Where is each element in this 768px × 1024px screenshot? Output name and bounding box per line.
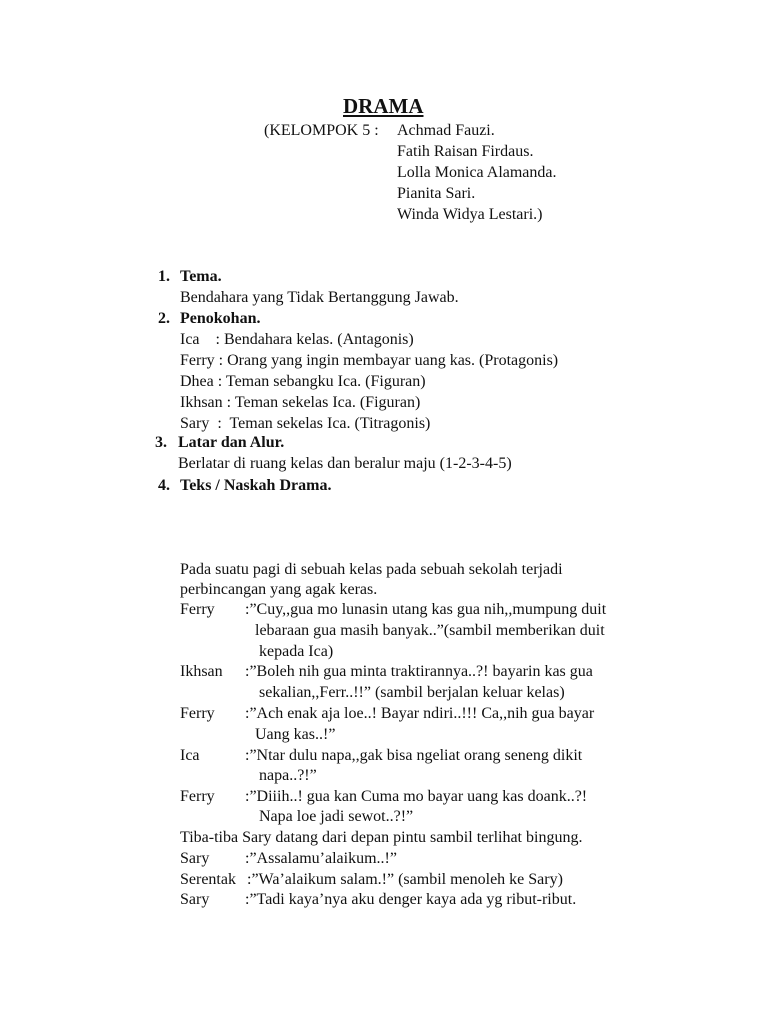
speaker: Ferry [180,601,215,618]
dialog-line: :”Tadi kaya’nya aku denger kaya ada yg ribut-ribut. [245,891,577,908]
speaker: Ikhsan [180,663,223,680]
section-number: 1. [158,268,170,285]
dialog-cont: napa..?!” [255,767,317,784]
character-item: Ikhsan : Teman sekelas Ica. (Figuran) [180,394,421,411]
dialog-line: :”Cuy,,gua mo lunasin utang kas gua nih,,mumpung duit [245,601,607,618]
section-heading-tema: Tema. [180,268,222,285]
group-member: Achmad Fauzi. [397,122,495,139]
section-heading-latar: Latar dan Alur. [178,434,285,451]
group-member: Winda Widya Lestari.) [397,206,543,223]
document-title: DRAMA [343,94,424,118]
section-number: 4. [158,477,170,494]
character-item: Ica : Bendahara kelas. (Antagonis) [180,331,414,348]
dialog-cont: Napa loe jadi sewot..?!” [255,808,414,825]
dialog-line: :”Boleh nih gua minta traktirannya..?! bayarin kas gua [245,663,593,680]
dialog-line: :”Assalamu’alaikum..!” [245,850,397,867]
section-heading-penokohan: Penokohan. [180,310,261,327]
intro-line: perbincangan yang agak keras. [180,581,378,598]
dialog-cont: kepada Ica) [255,643,334,660]
dialog-cont: sekalian,,Ferr..!!” (sambil berjalan keluar kelas) [255,684,565,701]
speaker: Serentak [180,871,236,888]
tema-text: Bendahara yang Tidak Bertanggung Jawab. [180,289,459,306]
character-item: Sary : Teman sekelas Ica. (Titragonis) [180,415,431,432]
speaker: Ica [180,747,200,764]
speaker: Ferry [180,705,215,722]
character-item: Ferry : Orang yang ingin membayar uang kas. (Protagonis) [180,352,559,369]
group-member: Fatih Raisan Firdaus. [397,143,534,160]
dialog-line: :”Diiih..! gua kan Cuma mo bayar uang kas doank..?! [245,788,588,805]
group-member: Lolla Monica Alamanda. [397,164,557,181]
speaker: Ferry [180,788,215,805]
group-member: Pianita Sari. [397,185,476,202]
character-item: Dhea : Teman sebangku Ica. (Figuran) [180,373,426,390]
dialog-line: :”Wa’alaikum salam.!” (sambil menoleh ke Sary) [247,871,563,888]
section-number: 2. [158,310,170,327]
section-heading-teks: Teks / Naskah Drama. [180,477,332,494]
intro-line: Pada suatu pagi di sebuah kelas pada sebuah sekolah terjadi [180,561,563,578]
speaker: Sary [180,891,210,908]
section-number: 3. [155,434,167,451]
dialog-cont: lebaraan gua masih banyak..”(sambil memberikan duit [255,622,605,639]
dialog-line: :”Ntar dulu napa,,gak bisa ngeliat orang seneng dikit [245,747,583,764]
latar-text: Berlatar di ruang kelas dan beralur maju (1-2-3-4-5) [178,455,512,472]
group-label: (KELOMPOK 5 : [264,122,379,139]
speaker: Sary [180,850,210,867]
dialog-line: :”Ach enak aja loe..! Bayar ndiri..!!! Ca,,nih gua bayar [245,705,595,722]
narration: Tiba-tiba Sary datang dari depan pintu sambil terlihat bingung. [180,829,583,846]
dialog-cont: Uang kas..!” [255,726,336,743]
